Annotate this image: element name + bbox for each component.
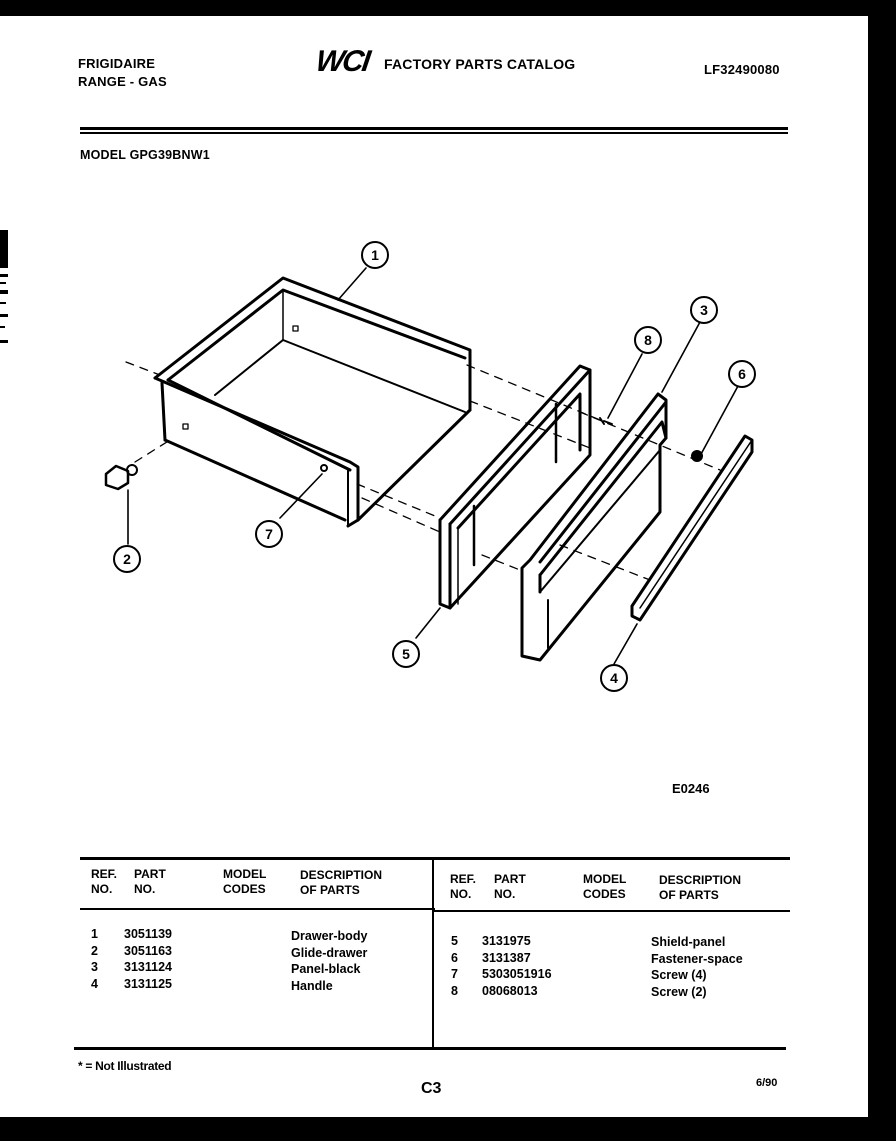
callout-6: 6 [728, 360, 756, 388]
drawer-body-part [155, 278, 470, 526]
col-header-ref-no-right: REF. NO. [450, 872, 477, 901]
revision-date: 6/90 [756, 1077, 778, 1089]
col-header-model-codes-right: MODEL CODES [583, 872, 627, 901]
model-label: MODEL GPG39BNW1 [80, 148, 210, 162]
table-rule-bottom [74, 1047, 786, 1050]
table-row-ref: 4 [91, 976, 98, 991]
table-row-ref: 6 [451, 950, 458, 965]
table-row-desc: Glide-drawer [291, 945, 368, 960]
table-row-ref: 7 [451, 967, 458, 981]
screw-7-part [321, 465, 327, 471]
table-row-ref: 3 [91, 960, 98, 974]
scan-edge-marks [0, 230, 10, 350]
callout-1: 1 [361, 241, 389, 269]
right-ref-column [451, 933, 458, 999]
table-row-ref: 8 [451, 983, 458, 998]
right-desc-column [651, 934, 743, 1000]
table-rule-top [80, 857, 790, 860]
table-row-ref: 5 [451, 934, 458, 948]
figure-code: E0246 [672, 781, 710, 796]
table-divider [432, 857, 434, 1047]
table-row-ref: 1 [91, 927, 98, 941]
table-row-desc: Drawer-body [291, 929, 368, 943]
callout-7: 7 [255, 520, 283, 548]
handle-part [632, 436, 752, 620]
table-row-part: 3131975 [482, 934, 531, 948]
table-row-desc: Screw (4) [651, 968, 707, 982]
table-row-part: 3131125 [124, 976, 172, 991]
wci-logo: WCI [313, 45, 371, 78]
left-ref-column [91, 926, 98, 992]
right-part-column [482, 933, 552, 999]
product-type: RANGE - GAS [78, 74, 167, 89]
table-row-desc: Handle [291, 978, 333, 993]
table-row-part: 3131124 [124, 960, 172, 974]
callout-2: 2 [113, 545, 141, 573]
col-header-ref-no: REF. NO. [91, 867, 118, 896]
table-rule-header-right [433, 910, 790, 912]
table-row-part: 3051139 [124, 927, 172, 941]
callout-4: 4 [600, 664, 628, 692]
table-row-desc: Fastener-space [651, 951, 743, 966]
callout-5: 5 [392, 640, 420, 668]
shield-panel-part [440, 366, 590, 608]
catalog-number: LF32490080 [704, 62, 780, 77]
table-row-desc: Panel-black [291, 962, 361, 976]
catalog-title: FACTORY PARTS CATALOG [384, 56, 576, 72]
page-code: C3 [421, 1080, 442, 1097]
col-header-model-codes: MODEL CODES [223, 867, 267, 896]
screw-8-part [600, 418, 612, 424]
catalog-page [0, 16, 868, 1117]
col-header-description-right: DESCRIPTION OF PARTS [659, 873, 742, 902]
col-header-description: DESCRIPTION OF PARTS [300, 868, 383, 897]
left-part-column [124, 926, 172, 992]
table-rule-header-left [80, 908, 435, 910]
table-row-part: 3131387 [482, 950, 531, 965]
col-header-part-no-right: PART NO. [494, 872, 526, 901]
table-row-part: 5303051916 [482, 967, 552, 981]
table-row-part: 08068013 [482, 983, 538, 998]
brand-name: FRIGIDAIRE [78, 56, 156, 71]
table-row-desc: Shield-panel [651, 935, 726, 949]
table-row-part: 3051163 [124, 943, 172, 958]
callout-3: 3 [690, 296, 718, 324]
table-row-ref: 2 [91, 943, 98, 958]
exploded-parts-diagram [0, 16, 868, 776]
table-row-desc: Screw (2) [651, 984, 707, 999]
glide-drawer-part [106, 466, 128, 489]
callout-8: 8 [634, 326, 662, 354]
not-illustrated-note: * = Not Illustrated [78, 1059, 172, 1073]
col-header-part-no: PART NO. [134, 867, 166, 896]
left-desc-column [291, 928, 367, 994]
